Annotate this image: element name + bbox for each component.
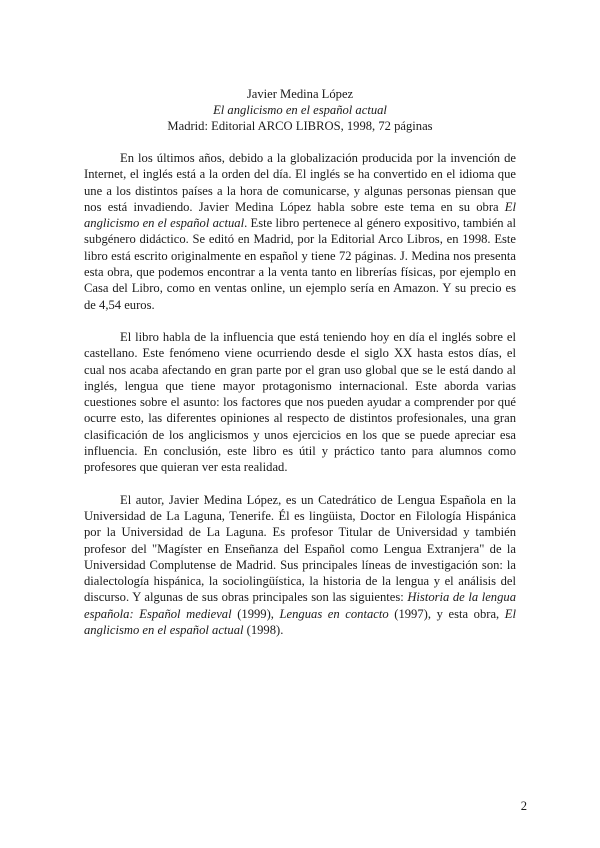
work-title-inline: Lenguas en contacto [279,606,389,621]
paragraph-text: (1998). [243,623,284,638]
work-title-inline: El anglicismo en el español actual [84,606,516,638]
book-title: El anglicismo en el español actual [213,103,387,117]
paragraph-text: . Este libro pertenece al género expositivo, también al subgénero didáctico. Se editó en Madrid, por la Editorial Arco Libros, en 1998. Este libro está escrito originalmente en español y tiene 72 páginas. J. Medina nos presenta esta obra, que podemos encontrar a la venta tanto en librerías físicas, por ejemplo en Casa del Libro, como en ventas online, un ejemplo sería en Amazon. Y su precio es de 4,54 euros. [84,216,516,312]
book-reference-header [84,86,516,134]
review-body [84,150,516,638]
paragraph-text: El autor, Javier Medina López, es un Catedrático de Lengua Española en la Universidad de La Laguna, Tenerife. Él es lingüista, Doctor en Filología Hispánica por la Universidad de La Laguna. Es profesor Titular de Universidad y también profesor del "Magíster en Enseñanza del Español como Lengua Extranjera" de la Universidad Complutense de Madrid. Sus principales líneas de investigación son: la dialectología hispánica, la sociolingüística, la historia de la lengua y el análisis del discurso. Y algunas de sus obras principales son las siguientes: [84,492,516,605]
publication-info: Madrid: Editorial ARCO LIBROS, 1998, 72 páginas [167,119,433,133]
work-title-inline: Historia de la lengua española: Español medieval [84,590,516,621]
paragraph-text: En los últimos años, debido a la globalización producida por la invención de Internet, el inglés está a la orden del día. El inglés se ha convertido en el idioma que une a los distintos países a la hora de comunicarse, y algunas personas piensan que nos está invadiendo. Javier Medina López habla sobre este tema en su obra [84,151,516,214]
paragraph-text: (1997), y esta obra, [388,606,505,621]
page-number: 2 [520,799,527,813]
paragraph-author [84,492,516,639]
book-title-inline: El anglicismo en el español actual [84,199,516,231]
paragraph-introduction [84,150,516,313]
paragraph-text: (1999), [231,606,280,621]
paragraph-summary: El libro habla de la influencia que está teniendo hoy en día el inglés sobre el castellano. Este fenómeno viene ocurriendo desde el siglo XX hasta estos días, el cual nos acaba afectando en gran parte por el gran uso global que se le está dando al inglés, lengua que tiene mayor protagonismo internacional. Este aborda varias cuestiones sobre el asunto: los factores que nos pueden ayudar a comprender por qué ocurre esto, las diferentes opiniones al respecto de distintos profesionales, una gran clasificación de los anglicismos y unos ejercicios en los que se puede apreciar esa influencia. En conclusión, este libro es útil y práctico tanto para alumnos como profesores que quieran ver esta realidad. [84,329,516,475]
author-name: Javier Medina López [246,87,354,101]
